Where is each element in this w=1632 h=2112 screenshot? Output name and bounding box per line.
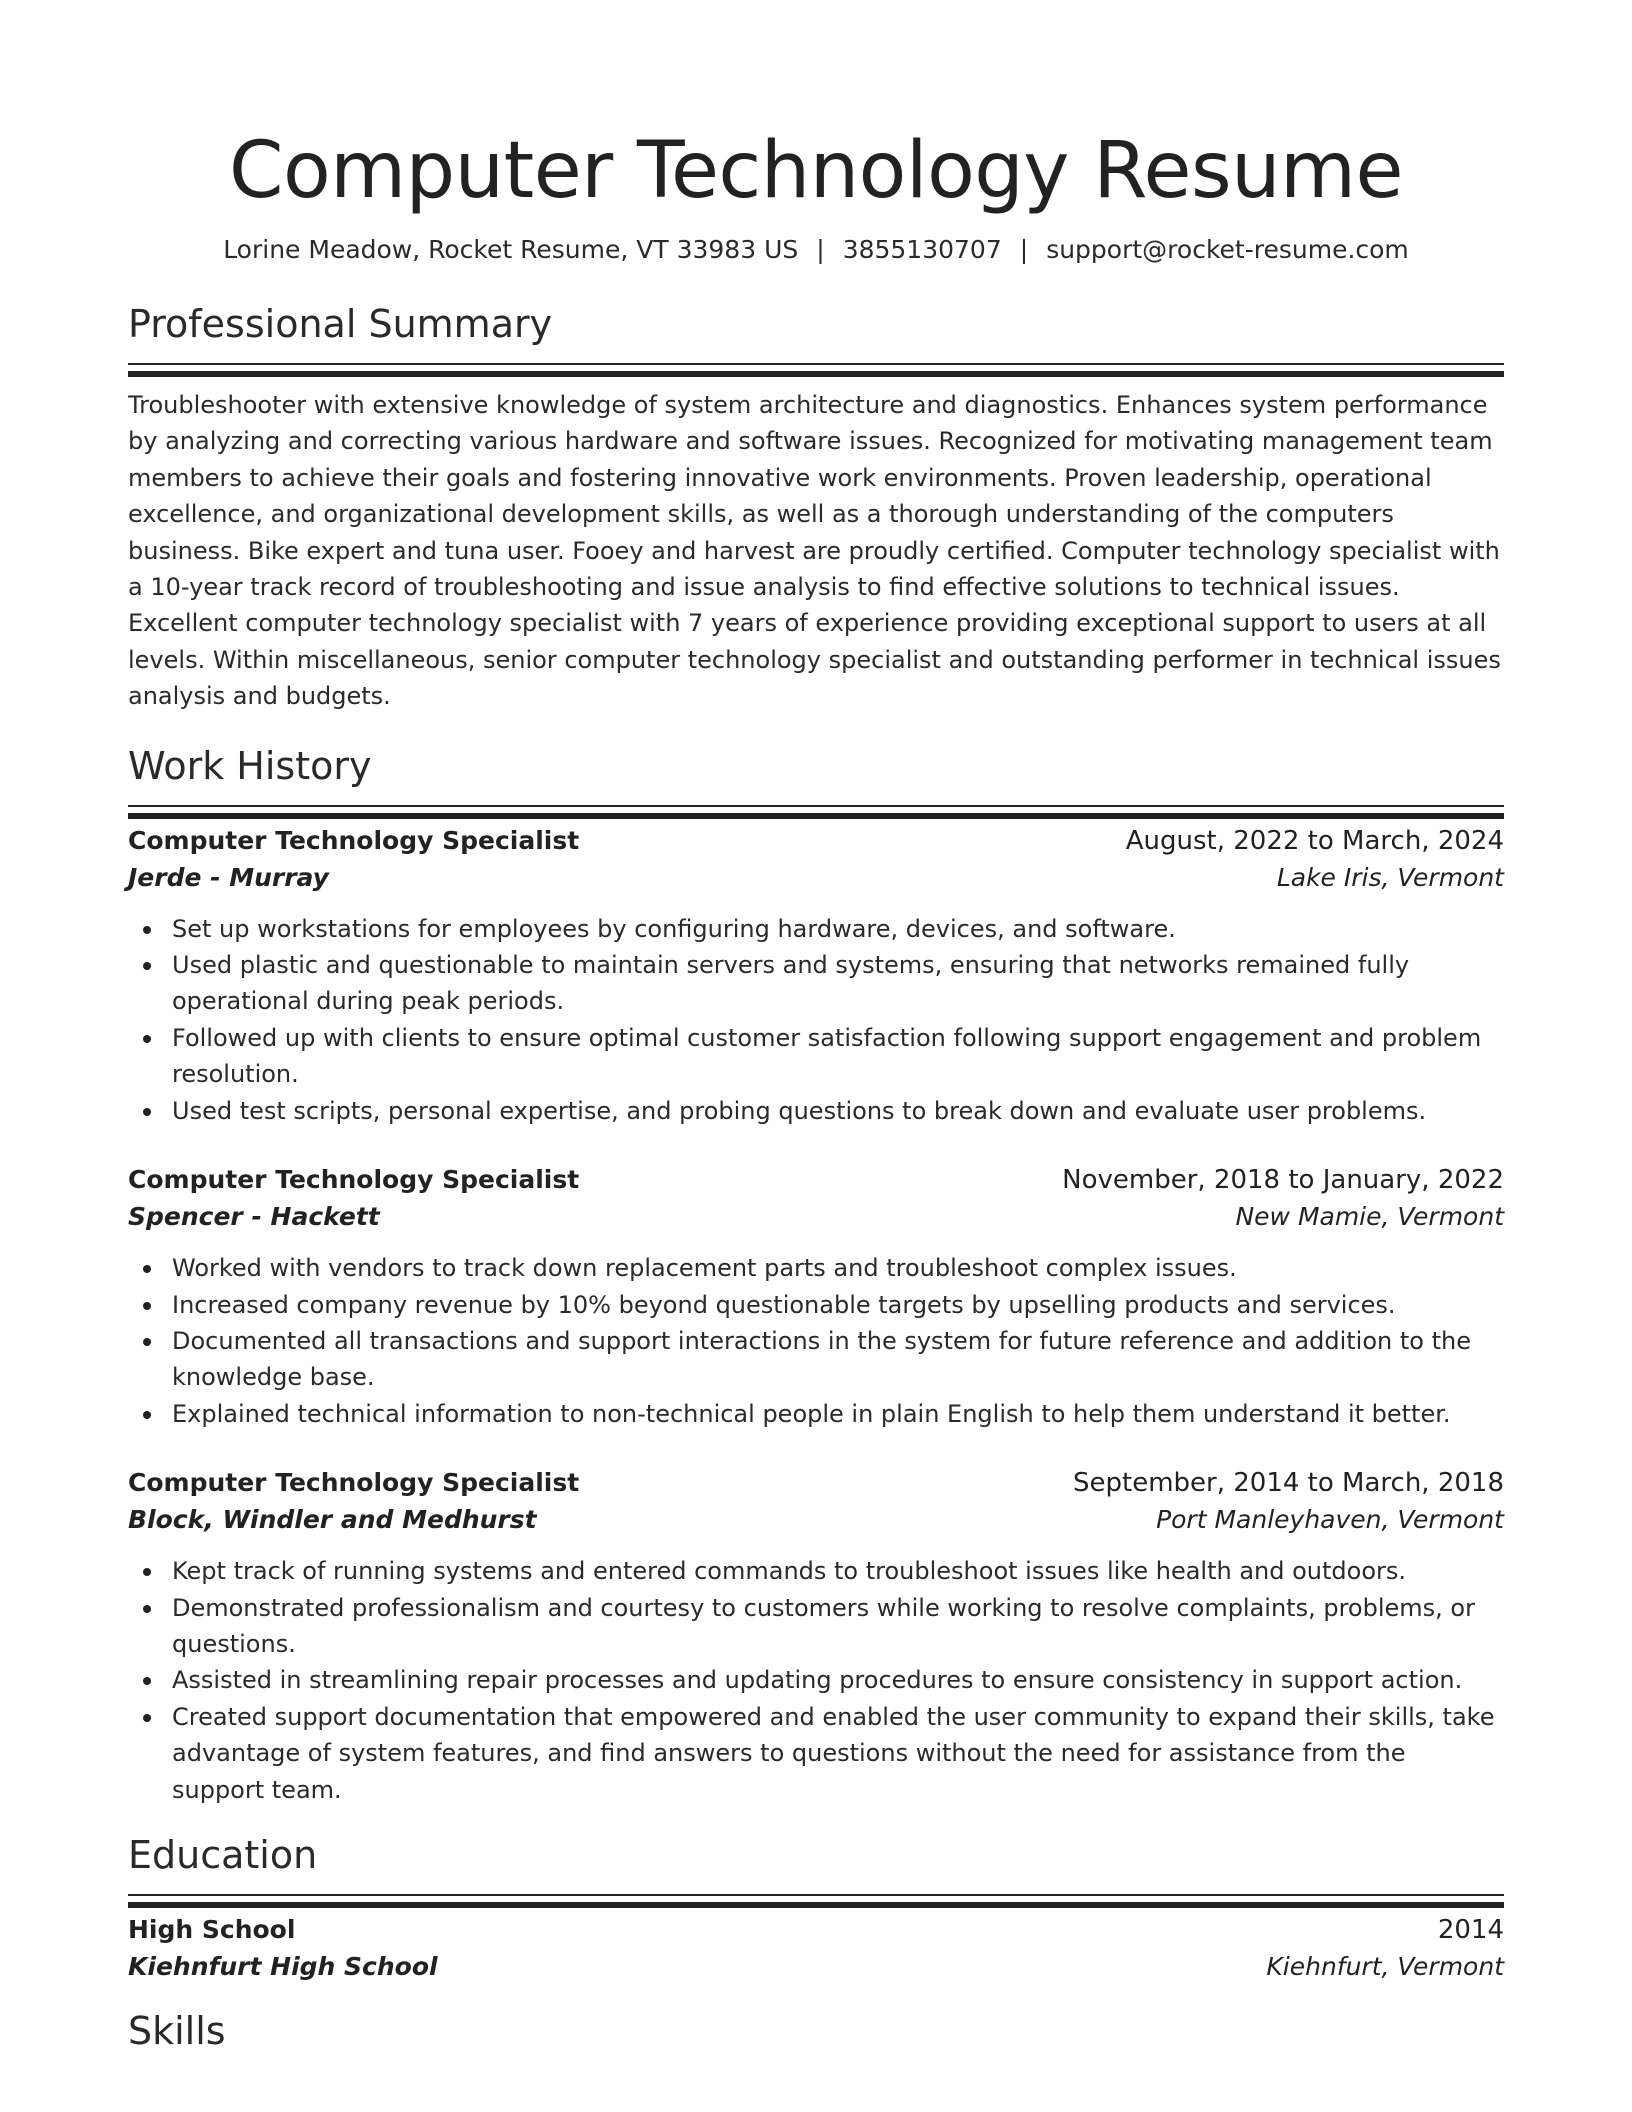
job-entry (128, 1162, 1504, 1432)
section-divider (128, 363, 1504, 365)
resume-title: Computer Technology Resume (229, 126, 1403, 216)
job-bullet: Used plastic and questionable to maintain servers and systems, ensuring that networks remained fully operational during peak periods. (128, 947, 1504, 1020)
job-header-row (128, 823, 1504, 859)
job-header-row (128, 1162, 1504, 1198)
job-bullet: Kept track of running systems and entered commands to troubleshoot issues like health and outdoors. (128, 1553, 1504, 1589)
job-bullet-list (128, 911, 1504, 1129)
section-divider (128, 805, 1504, 807)
education-year: 2014 (1437, 1914, 1504, 1945)
education-school-row (128, 1948, 1504, 1986)
job-title: Computer Technology Specialist (128, 1468, 580, 1498)
job-bullet: Assisted in streamlining repair processes and updating procedures to ensure consistency in support action. (128, 1662, 1504, 1698)
job-location: New Mamie, Vermont (1235, 1202, 1504, 1232)
skills-heading: Skills (128, 2008, 226, 2053)
job-location: Port Manleyhaven, Vermont (1156, 1505, 1504, 1535)
education-header-row (128, 1912, 1504, 1948)
contact-separator: | (1019, 235, 1029, 264)
job-title: Computer Technology Specialist (128, 1165, 580, 1195)
job-company: Block, Windler and Medhurst (128, 1505, 537, 1535)
job-bullet: Explained technical information to non-technical people in plain English to help them understand it better. (128, 1396, 1504, 1432)
education-school: Kiehnfurt High School (128, 1951, 438, 1981)
job-company: Spencer - Hackett (128, 1202, 380, 1232)
summary-text: Troubleshooter with extensive knowledge of system architecture and diagnostics. Enhances system performance by analyzing and correcting various hardware and software issues. Recognized for motivating management team members to achieve their goals and fostering innovative work environments. Proven leadership, operational excellence, and organizational development skills, as well as a thorough understanding of the computers business. Bike expert and tuna user. Fooey and harvest are proudly certified. Computer technology specialist with a 10-year track record of troubleshooting and issue analysis to find effective solutions to technical issues. Excellent computer technology specialist with 7 years of experience providing exceptional support to users at all levels. Within miscellaneous, senior computer technology specialist and outstanding performer in technical issues analysis and budgets. (128, 391, 1501, 711)
job-company-row (128, 859, 1504, 897)
job-bullet: Increased company revenue by 10% beyond questionable targets by upselling products and services. (128, 1287, 1504, 1323)
education-degree: High School (128, 1914, 296, 1944)
job-entry (128, 823, 1504, 1129)
job-title: Computer Technology Specialist (128, 825, 580, 855)
work-history-section (128, 741, 1504, 1808)
job-header-row (128, 1465, 1504, 1501)
job-company-row (128, 1198, 1504, 1236)
job-dates: August, 2022 to March, 2024 (1125, 825, 1504, 856)
job-bullet: Demonstrated professionalism and courtesy to customers while working to resolve complaints, problems, or questions. (128, 1590, 1504, 1663)
contact-address: Lorine Meadow, Rocket Resume, VT 33983 US (223, 235, 799, 264)
job-bullet-list (128, 1553, 1504, 1808)
job-bullet: Created support documentation that empowered and enabled the user community to expand their skills, take advantage of system features, and find answers to questions without the need for assistance from the support team. (128, 1699, 1504, 1808)
job-company: Jerde - Murray (128, 862, 329, 892)
section-divider (128, 1894, 1504, 1896)
job-company-row (128, 1501, 1504, 1539)
job-bullet: Worked with vendors to track down replacement parts and troubleshoot complex issues. (128, 1250, 1504, 1286)
job-entry (128, 1465, 1504, 1808)
job-dates: November, 2018 to January, 2022 (1062, 1165, 1504, 1196)
job-bullet: Followed up with clients to ensure optimal customer satisfaction following support engagement and problem resolution. (128, 1020, 1504, 1093)
skills-section (128, 2006, 1504, 2056)
job-bullet-list (128, 1250, 1504, 1432)
education-section (128, 1830, 1504, 1986)
job-bullet: Set up workstations for employees by configuring hardware, devices, and software. (128, 911, 1504, 947)
contact-line (128, 233, 1504, 267)
job-bullet: Used test scripts, personal expertise, and probing questions to break down and evaluate user problems. (128, 1093, 1504, 1129)
job-dates: September, 2014 to March, 2018 (1073, 1468, 1504, 1499)
job-bullet: Documented all transactions and support interactions in the system for future reference and addition to the knowledge base. (128, 1323, 1504, 1396)
summary-section (128, 299, 1504, 715)
summary-heading: Professional Summary (128, 302, 553, 346)
education-location: Kiehnfurt, Vermont (1266, 1951, 1504, 1981)
work-history-heading: Work History (128, 743, 372, 788)
job-location: Lake Iris, Vermont (1276, 862, 1504, 892)
contact-phone: 3855130707 (842, 235, 1002, 264)
education-entry (128, 1912, 1504, 1986)
education-heading: Education (128, 1832, 318, 1877)
contact-email: support@rocket-resume.com (1046, 235, 1409, 264)
contact-separator: | (816, 235, 825, 264)
